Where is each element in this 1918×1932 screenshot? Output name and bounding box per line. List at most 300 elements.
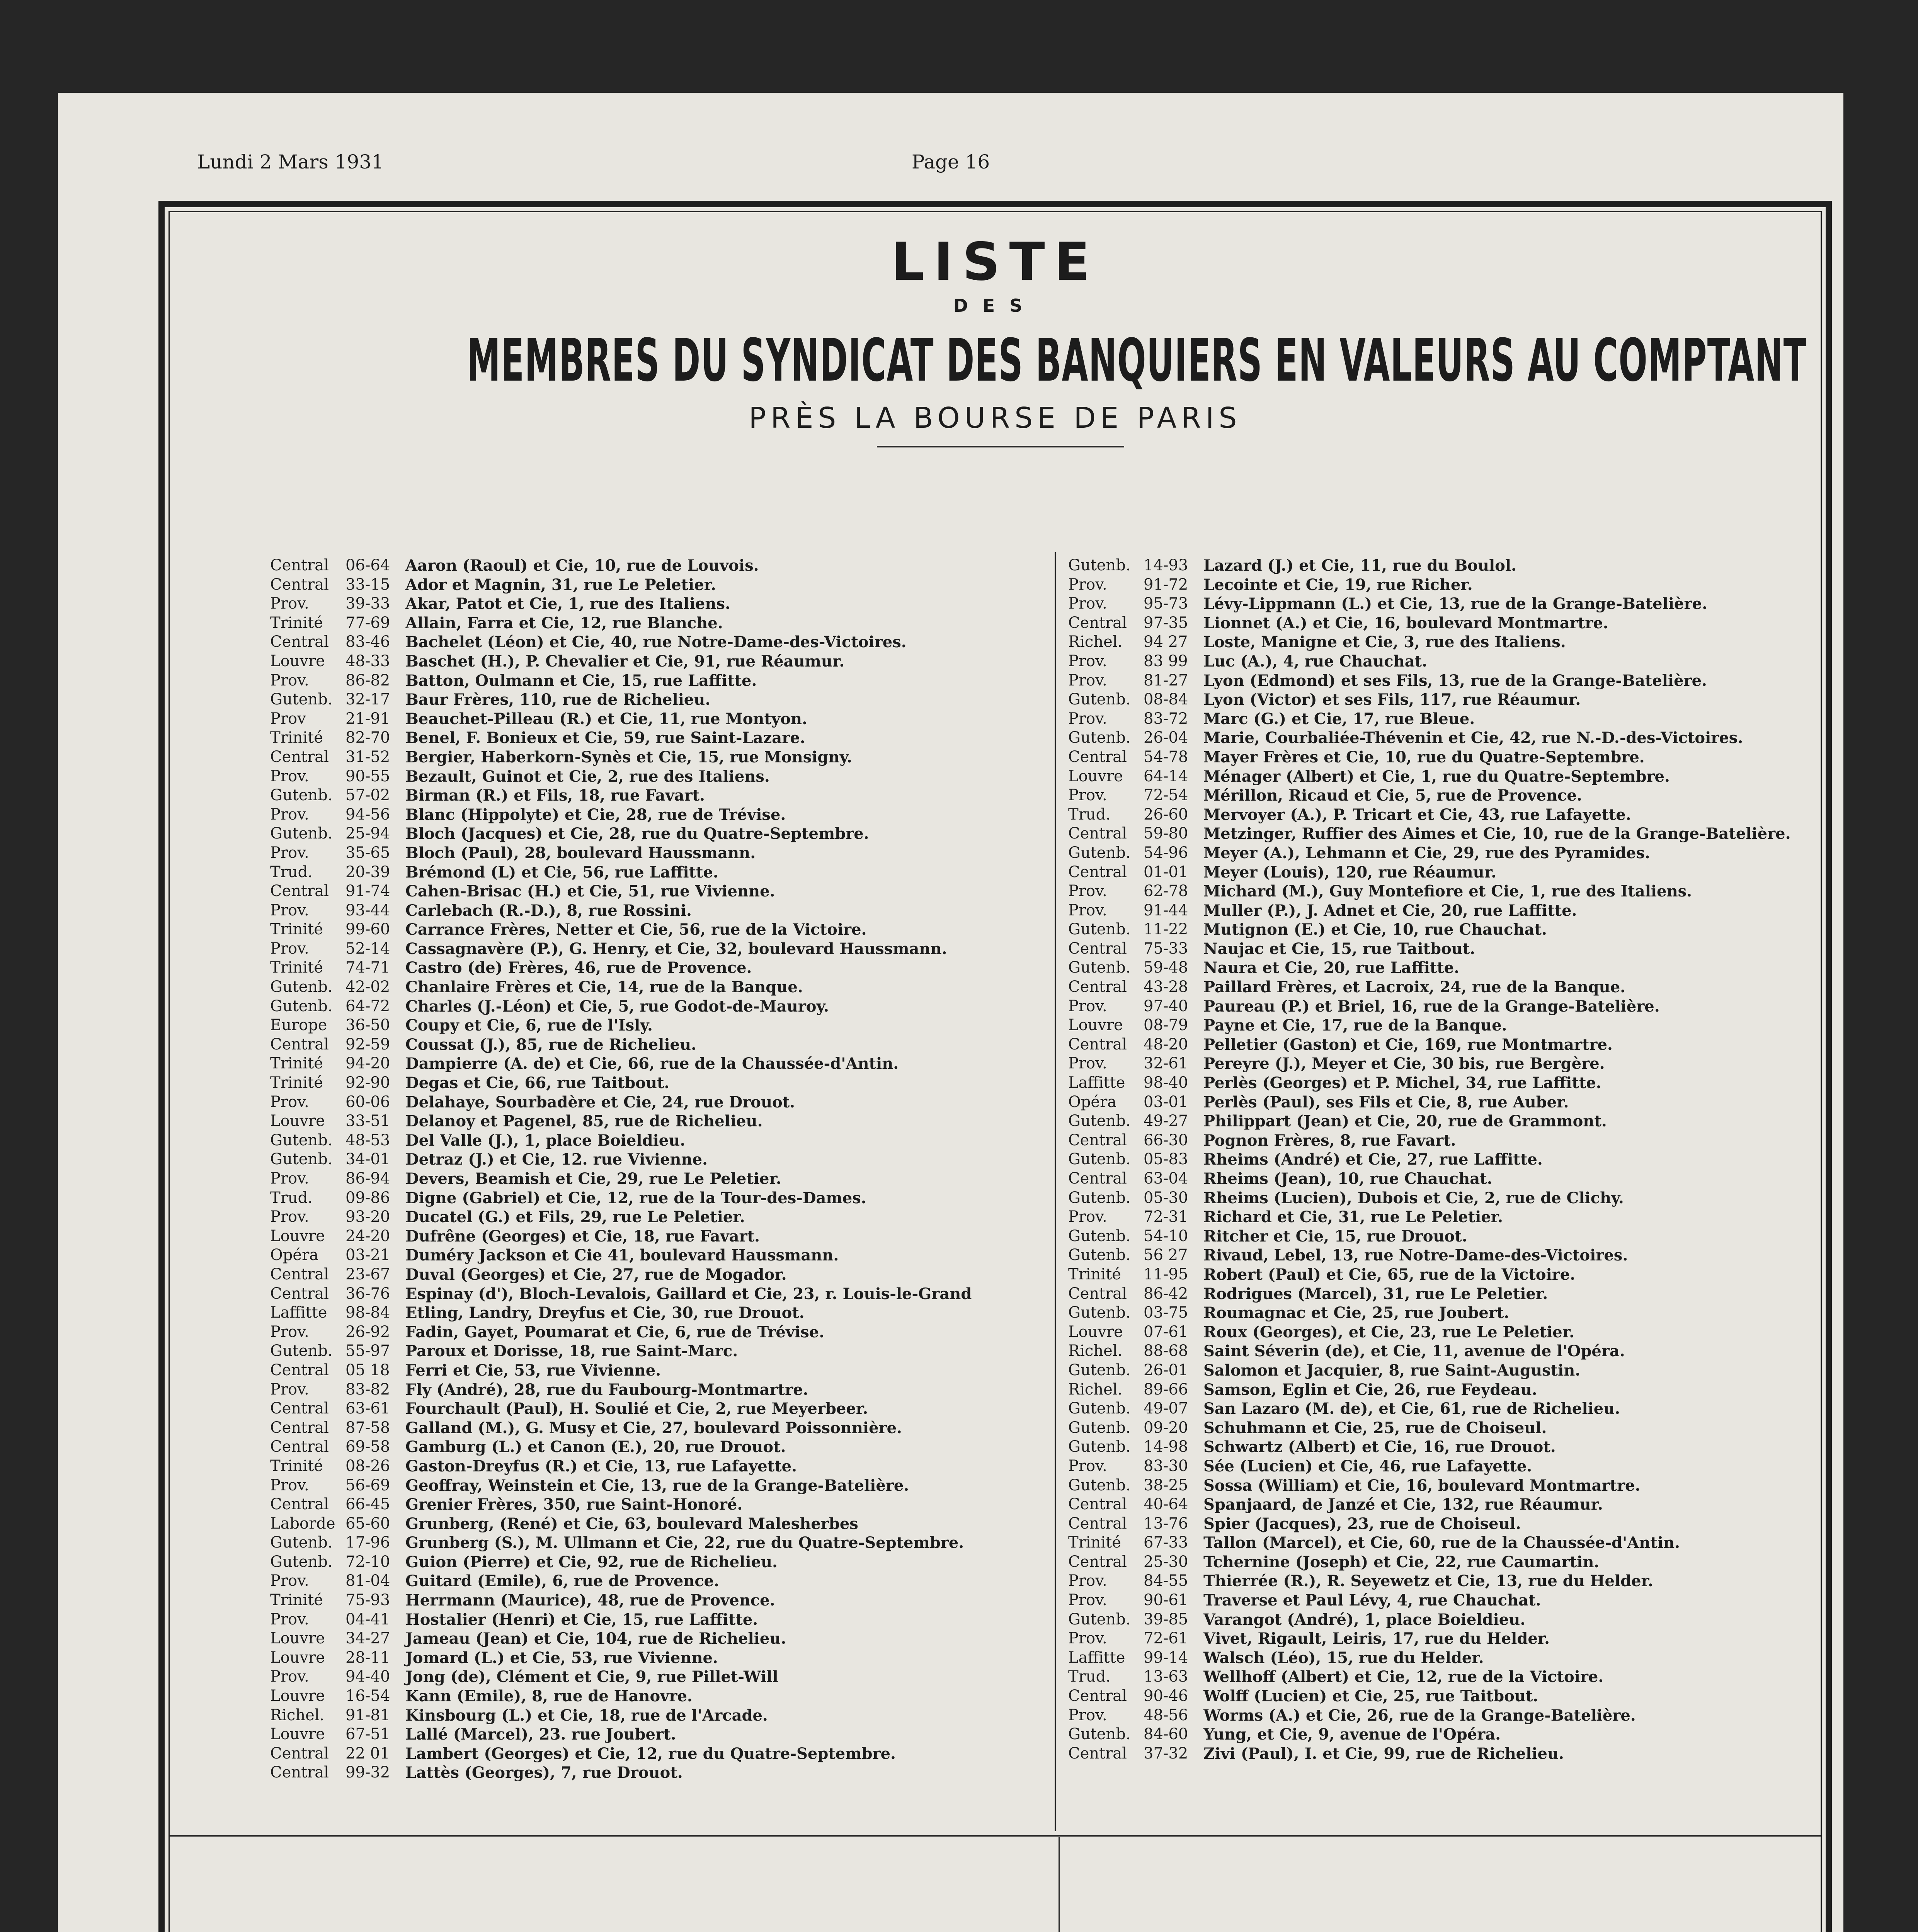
section-divider [170, 1835, 1821, 1837]
phone-number: 86-94 [345, 1170, 390, 1187]
member-name: Kann (Emile), 8, rue de Hanovre. [405, 1687, 693, 1706]
member-row [1068, 1399, 1826, 1418]
phone-number: 75-93 [345, 1591, 390, 1609]
exchange-name: Trinité [270, 614, 323, 632]
member-name: Bergier, Haberkorn-Synès et Cie, 15, rue Monsigny. [405, 748, 853, 766]
member-name: Kinsbourg (L.) et Cie, 18, rue de l'Arcade. [405, 1706, 768, 1725]
member-row [270, 901, 1039, 920]
exchange-name: Gutenb. [1068, 1361, 1131, 1379]
member-name: Lionnet (A.) et Cie, 16, boulevard Montmartre. [1203, 614, 1608, 632]
member-name: Schwartz (Albert) et Cie, 16, rue Drouot. [1203, 1438, 1556, 1456]
exchange-name: Prov. [270, 939, 309, 957]
member-name: Fly (André), 28, rue du Faubourg-Montmartre. [405, 1380, 808, 1399]
phone-number: 34-27 [345, 1629, 390, 1648]
exchange-name: Prov. [1068, 1572, 1107, 1590]
member-row [270, 1112, 1039, 1131]
member-name: Perlès (Georges) et P. Michel, 34, rue Laffitte. [1203, 1074, 1601, 1092]
exchange-name: Louvre [270, 1112, 325, 1130]
phone-number: 03-75 [1144, 1304, 1188, 1322]
exchange-name: Gutenb. [1068, 1150, 1131, 1168]
phone-number: 94-56 [345, 805, 390, 823]
exchange-name: Prov. [1068, 1591, 1107, 1609]
member-row [1068, 1361, 1826, 1380]
member-row [1068, 1246, 1826, 1265]
member-name: Ritcher et Cie, 15, rue Drouot. [1203, 1227, 1467, 1245]
member-name: Bloch (Paul), 28, boulevard Haussmann. [405, 844, 756, 862]
member-name: Fourchault (Paul), H. Soulié et Cie, 2, rue Meyerbeer. [405, 1400, 868, 1418]
member-row [1068, 1284, 1826, 1304]
member-row [270, 671, 1039, 690]
phone-number: 83 99 [1144, 652, 1188, 670]
exchange-name: Gutenb. [1068, 1476, 1131, 1494]
phone-number: 93-20 [345, 1208, 390, 1226]
member-row [1068, 882, 1826, 901]
exchange-name: Prov. [1068, 595, 1107, 613]
member-name: Bezault, Guinot et Cie, 2, rue des Italiens. [405, 767, 770, 786]
phone-number: 25-94 [345, 825, 390, 843]
exchange-name: Gutenb. [270, 1534, 333, 1552]
member-name: Carrance Frères, Netter et Cie, 56, rue de la Victoire. [405, 920, 867, 939]
member-row [1068, 1016, 1826, 1035]
member-row [270, 1150, 1039, 1169]
member-name: Carlebach (R.-D.), 8, rue Rossini. [405, 901, 692, 920]
phone-number: 32-61 [1144, 1054, 1188, 1073]
member-name: Guion (Pierre) et Cie, 92, rue de Richelieu. [405, 1553, 778, 1571]
phone-number: 49-27 [1144, 1112, 1188, 1130]
member-row [270, 1476, 1039, 1495]
member-name: Marc (G.) et Cie, 17, rue Bleue. [1203, 709, 1475, 728]
phone-number: 13-76 [1144, 1514, 1188, 1532]
member-name: Guitard (Emile), 6, rue de Provence. [405, 1572, 720, 1590]
exchange-name: Central [270, 1361, 329, 1379]
member-row [1068, 1667, 1826, 1687]
phone-number: 64-72 [345, 997, 390, 1015]
member-name: Mayer Frères et Cie, 10, rue du Quatre-Septembre. [1203, 748, 1645, 766]
member-name: Digne (Gabriel) et Cie, 12, rue de la Tour-des-Dames. [405, 1189, 866, 1207]
member-row [1068, 1303, 1826, 1323]
phone-number: 09-86 [345, 1189, 390, 1207]
member-row [1068, 863, 1826, 882]
member-row [1068, 1342, 1826, 1361]
member-row [1068, 958, 1826, 978]
phone-number: 54-78 [1144, 748, 1188, 766]
exchange-name: Trud. [1068, 805, 1111, 823]
exchange-name: Central [270, 575, 329, 594]
member-name: Herrmann (Maurice), 48, rue de Provence. [405, 1591, 775, 1610]
member-name: Robert (Paul) et Cie, 65, rue de la Victoire. [1203, 1265, 1576, 1284]
member-row [1068, 1035, 1826, 1054]
member-name: Thierrée (R.), R. Seyewetz et Cie, 13, rue du Helder. [1203, 1572, 1653, 1590]
phone-number: 23-67 [345, 1265, 390, 1283]
members-list-right [1068, 556, 1826, 1763]
member-row [270, 1744, 1039, 1764]
exchange-name: Gutenb. [1068, 1304, 1131, 1322]
exchange-name: Trinité [270, 1591, 323, 1609]
phone-number: 24-20 [345, 1227, 390, 1245]
phone-number: 11-22 [1144, 920, 1188, 939]
exchange-name: Central [1068, 863, 1127, 881]
member-name: Philippart (Jean) et Cie, 20, rue de Grammont. [1203, 1112, 1607, 1131]
phone-number: 92-90 [345, 1074, 390, 1092]
member-row [270, 863, 1039, 882]
exchange-name: Central [1068, 1744, 1127, 1762]
exchange-name: Trinité [1068, 1265, 1121, 1283]
member-name: Detraz (J.) et Cie, 12. rue Vivienne. [405, 1150, 708, 1169]
member-name: Salomon et Jacquier, 8, rue Saint-Augustin. [1203, 1361, 1581, 1379]
exchange-name: Opéra [1068, 1093, 1117, 1111]
phone-number: 84-60 [1144, 1725, 1188, 1743]
member-row [270, 824, 1039, 844]
member-row [1068, 1131, 1826, 1150]
member-name: Birman (R.) et Fils, 18, rue Favart. [405, 786, 705, 805]
exchange-name: Central [270, 748, 329, 766]
member-row [270, 1284, 1039, 1304]
phone-number: 35-65 [345, 844, 390, 862]
member-row [1068, 1112, 1826, 1131]
member-name: Schuhmann et Cie, 25, rue de Choiseul. [1203, 1418, 1547, 1437]
exchange-name: Central [270, 1438, 329, 1456]
phone-number: 54-10 [1144, 1227, 1188, 1245]
member-row [270, 1054, 1039, 1073]
exchange-name: Central [270, 1418, 329, 1437]
member-name: Naura et Cie, 20, rue Laffitte. [1203, 959, 1460, 977]
member-name: Lévy-Lippmann (L.) et Cie, 13, rue de la Grange-Batelière. [1203, 595, 1707, 613]
phone-number: 81-27 [1144, 671, 1188, 689]
member-row [270, 1246, 1039, 1265]
phone-number: 90-46 [1144, 1687, 1188, 1705]
member-row [270, 920, 1039, 939]
phone-number: 01-01 [1144, 863, 1188, 881]
exchange-name: Central [270, 556, 329, 574]
exchange-name: Trinité [270, 1074, 323, 1092]
member-name: Baschet (H.), P. Chevalier et Cie, 91, rue Réaumur. [405, 652, 845, 670]
member-name: Tallon (Marcel), et Cie, 60, rue de la Chaussée-d'Antin. [1203, 1534, 1680, 1552]
phone-number: 37-32 [1144, 1744, 1188, 1762]
member-name: Sossa (William) et Cie, 16, boulevard Montmartre. [1203, 1476, 1641, 1495]
member-row [270, 1093, 1039, 1112]
phone-number: 91-72 [1144, 575, 1188, 594]
member-name: Worms (A.) et Cie, 26, rue de la Grange-Batelière. [1203, 1706, 1636, 1725]
exchange-name: Richel. [1068, 1342, 1123, 1360]
member-name: Coussat (J.), 85, rue de Richelieu. [405, 1035, 696, 1054]
member-row [270, 1571, 1039, 1591]
phone-number: 05-83 [1144, 1150, 1188, 1168]
member-name: Etling, Landry, Dreyfus et Cie, 30, rue Drouot. [405, 1304, 805, 1322]
member-name: Del Valle (J.), 1, place Boieldieu. [405, 1131, 686, 1150]
exchange-name: Prov. [270, 1610, 309, 1628]
exchange-name: Central [1068, 1687, 1127, 1705]
phone-number: 56 27 [1144, 1246, 1188, 1264]
phone-number: 93-44 [345, 901, 390, 919]
member-row [270, 997, 1039, 1016]
exchange-name: Gutenb. [1068, 1438, 1131, 1456]
member-name: Jameau (Jean) et Cie, 104, rue de Richelieu. [405, 1629, 786, 1648]
member-name: Lazard (J.) et Cie, 11, rue du Boulol. [1203, 556, 1516, 575]
exchange-name: Gutenb. [270, 997, 333, 1015]
exchange-name: Richel. [1068, 633, 1123, 651]
member-name: Fadin, Gayet, Poumarat et Cie, 6, rue de Trévise. [405, 1323, 825, 1341]
member-row [1068, 1533, 1826, 1553]
phone-number: 62-78 [1144, 882, 1188, 900]
member-row [1068, 1553, 1826, 1572]
member-name: Vivet, Rigault, Leiris, 17, rue du Helder. [1203, 1629, 1550, 1648]
member-name: Ferri et Cie, 53, rue Vivienne. [405, 1361, 661, 1379]
phone-number: 48-33 [345, 652, 390, 670]
member-row [270, 556, 1039, 575]
member-row [270, 1380, 1039, 1400]
phone-number: 83-30 [1144, 1457, 1188, 1475]
exchange-name: Prov. [270, 1380, 309, 1398]
member-row [1068, 767, 1826, 786]
member-name: Bloch (Jacques) et Cie, 28, rue du Quatre-Septembre. [405, 825, 869, 843]
member-row [270, 1131, 1039, 1150]
exchange-name: Central [1068, 1170, 1127, 1187]
member-row [1068, 1514, 1826, 1534]
exchange-name: Prov. [270, 1572, 309, 1590]
phone-number: 39-33 [345, 595, 390, 613]
member-name: Meyer (A.), Lehmann et Cie, 29, rue des Pyramides. [1203, 844, 1650, 862]
member-name: Mervoyer (A.), P. Tricart et Cie, 43, rue Lafayette. [1203, 805, 1631, 824]
exchange-name: Richel. [270, 1706, 325, 1724]
exchange-name: Gutenb. [1068, 1400, 1131, 1418]
phone-number: 75-33 [1144, 939, 1188, 957]
member-row [270, 633, 1039, 652]
member-name: Rheims (André) et Cie, 27, rue Laffitte. [1203, 1150, 1543, 1169]
phone-number: 88-68 [1144, 1342, 1188, 1360]
exchange-name: Prov. [270, 1323, 309, 1341]
phone-number: 26-04 [1144, 729, 1188, 747]
phone-number: 07-61 [1144, 1323, 1188, 1341]
member-row [1068, 844, 1826, 863]
phone-number: 83-46 [345, 633, 390, 651]
member-name: Samson, Eglin et Cie, 26, rue Feydeau. [1203, 1380, 1537, 1399]
member-row [1068, 709, 1826, 729]
exchange-name: Prov. [1068, 1208, 1107, 1226]
member-name: San Lazaro (M. de), et Cie, 61, rue de Richelieu. [1203, 1400, 1620, 1418]
phone-number: 65-60 [345, 1514, 390, 1532]
phone-number: 72-61 [1144, 1629, 1188, 1648]
member-row [1068, 594, 1826, 614]
member-name: Loste, Manigne et Cie, 3, rue des Italiens. [1203, 633, 1566, 651]
page-subtitle: PRÈS LA BOURSE DE PARIS [749, 401, 1242, 435]
phone-number: 84-55 [1144, 1572, 1188, 1590]
phone-number: 97-40 [1144, 997, 1188, 1015]
phone-number: 57-02 [345, 786, 390, 804]
exchange-name: Prov. [270, 767, 309, 785]
member-name: Payne et Cie, 17, rue de la Banque. [1203, 1016, 1507, 1035]
member-row [270, 1016, 1039, 1035]
member-row [270, 767, 1039, 786]
member-row [270, 958, 1039, 978]
phone-number: 38-25 [1144, 1476, 1188, 1494]
exchange-name: Trinité [270, 729, 323, 747]
phone-number: 26-60 [1144, 805, 1188, 823]
member-row [270, 1265, 1039, 1284]
exchange-name: Prov. [1068, 671, 1107, 689]
phone-number: 98-84 [345, 1304, 390, 1322]
member-row [1068, 1706, 1826, 1725]
exchange-name: Trud. [270, 863, 313, 881]
phone-number: 08-84 [1144, 690, 1188, 709]
exchange-name: Gutenb. [270, 825, 333, 843]
phone-number: 49-07 [1144, 1400, 1188, 1418]
member-name: Charles (J.-Léon) et Cie, 5, rue Godot-de-Mauroy. [405, 997, 829, 1015]
exchange-name: Gutenb. [270, 1131, 333, 1149]
exchange-name: Louvre [1068, 1323, 1123, 1341]
exchange-name: Central [270, 1764, 329, 1782]
phone-number: 14-98 [1144, 1438, 1188, 1456]
exchange-name: Laborde [270, 1514, 335, 1532]
member-row [1068, 1571, 1826, 1591]
member-row [1068, 939, 1826, 959]
phone-number: 86-82 [345, 671, 390, 689]
phone-number: 26-92 [345, 1323, 390, 1341]
exchange-name: Gutenb. [1068, 1610, 1131, 1628]
phone-number: 52-14 [345, 939, 390, 957]
member-name: Perlès (Paul), ses Fils et Cie, 8, rue Auber. [1203, 1093, 1569, 1111]
phone-number: 48-56 [1144, 1706, 1188, 1724]
member-name: Pognon Frères, 8, rue Favart. [1203, 1131, 1456, 1150]
phone-number: 54-96 [1144, 844, 1188, 862]
page-number: Page 16 [911, 151, 990, 173]
exchange-name: Central [1068, 1495, 1127, 1514]
phone-number: 03-01 [1144, 1093, 1188, 1111]
phone-number: 66-30 [1144, 1131, 1188, 1149]
member-row [270, 1610, 1039, 1629]
phone-number: 42-02 [345, 978, 390, 996]
member-row [270, 575, 1039, 595]
member-row [270, 805, 1039, 825]
member-name: Lambert (Georges) et Cie, 12, rue du Quatre-Septembre. [405, 1744, 896, 1763]
phone-number: 69-58 [345, 1438, 390, 1456]
phone-number: 72-54 [1144, 786, 1188, 804]
exchange-name: Central [1068, 978, 1127, 996]
member-name: Batton, Oulmann et Cie, 15, rue Laffitte. [405, 671, 757, 690]
exchange-name: Gutenb. [270, 786, 333, 804]
member-name: Ménager (Albert) et Cie, 1, rue du Quatre-Septembre. [1203, 767, 1670, 786]
member-row [1068, 1380, 1826, 1400]
member-row [270, 690, 1039, 709]
member-row [1068, 1725, 1826, 1744]
member-row [1068, 1093, 1826, 1112]
exchange-name: Prov. [270, 1093, 309, 1111]
phone-number: 22 01 [345, 1744, 390, 1762]
exchange-name: Central [1068, 614, 1127, 632]
running-header [197, 151, 1704, 185]
exchange-name: Central [270, 633, 329, 651]
phone-number: 95-73 [1144, 595, 1188, 613]
column-divider [1055, 552, 1056, 1831]
phone-number: 99-32 [345, 1764, 390, 1782]
exchange-name: Trinité [270, 1457, 323, 1475]
phone-number: 87-58 [345, 1418, 390, 1437]
phone-number: 05 18 [345, 1361, 390, 1379]
member-name: Grunberg, (René) et Cie, 63, boulevard Malesherbes [405, 1514, 858, 1533]
member-row [1068, 901, 1826, 920]
member-name: Roumagnac et Cie, 25, rue Joubert. [1203, 1304, 1510, 1322]
exchange-name: Prov. [270, 1170, 309, 1187]
title-liste: LISTE [891, 231, 1099, 292]
inner-frame [168, 211, 1822, 1932]
member-name: Lattès (Georges), 7, rue Drouot. [405, 1764, 683, 1782]
member-name: Duval (Georges) et Cie, 27, rue de Mogador. [405, 1265, 787, 1284]
member-row [270, 786, 1039, 805]
member-row [270, 1629, 1039, 1648]
exchange-name: Gutenb. [270, 690, 333, 709]
exchange-name: Prov. [1068, 882, 1107, 900]
member-name: Beauchet-Pilleau (R.) et Cie, 11, rue Montyon. [405, 709, 807, 728]
member-name: Paureau (P.) et Briel, 16, rue de la Grange-Batelière. [1203, 997, 1660, 1015]
phone-number: 13-63 [1144, 1668, 1188, 1686]
phone-number: 16-54 [345, 1687, 390, 1705]
member-name: Sée (Lucien) et Cie, 46, rue Lafayette. [1203, 1457, 1532, 1475]
member-row [1068, 633, 1826, 652]
member-row [1068, 1265, 1826, 1284]
member-row [270, 882, 1039, 901]
member-name: Baur Frères, 110, rue de Richelieu. [405, 690, 711, 709]
phone-number: 33-51 [345, 1112, 390, 1130]
phone-number: 64-14 [1144, 767, 1188, 785]
member-name: Saint Séverin (de), et Cie, 11, avenue de l'Opéra. [1203, 1342, 1625, 1361]
member-name: Marie, Courbaliée-Thévenin et Cie, 42, rue N.-D.-des-Victoires. [1203, 729, 1743, 747]
phone-number: 21-91 [345, 709, 390, 728]
member-name: Spanjaard, de Janzé et Cie, 132, rue Réaumur. [1203, 1495, 1603, 1514]
phone-number: 40-64 [1144, 1495, 1188, 1514]
phone-number: 90-55 [345, 767, 390, 785]
member-row [1068, 1323, 1826, 1342]
member-name: Hostalier (Henri) et Cie, 15, rue Laffitte. [405, 1610, 758, 1629]
member-row [1068, 1189, 1826, 1208]
exchange-name: Louvre [270, 1629, 325, 1648]
phone-number: 26-01 [1144, 1361, 1188, 1379]
member-name: Geoffray, Weinstein et Cie, 13, rue de la Grange-Batelière. [405, 1476, 909, 1495]
phone-number: 25-30 [1144, 1553, 1188, 1571]
phone-number: 11-95 [1144, 1265, 1188, 1283]
member-row [1068, 1476, 1826, 1495]
member-name: Roux (Georges), et Cie, 23, rue Le Peletier. [1203, 1323, 1575, 1341]
exchange-name: Laffitte [1068, 1074, 1125, 1092]
member-row [270, 709, 1039, 729]
phone-number: 67-51 [345, 1725, 390, 1743]
member-row [1068, 1648, 1826, 1668]
exchange-name: Prov. [1068, 1629, 1107, 1648]
exchange-name: Prov [270, 709, 306, 728]
member-row [1068, 1687, 1826, 1706]
member-row [1068, 1610, 1826, 1629]
exchange-name: Gutenb. [1068, 1112, 1131, 1130]
member-row [270, 1667, 1039, 1687]
member-name: Delanoy et Pagenel, 85, rue de Richelieu. [405, 1112, 763, 1131]
member-row [270, 1706, 1039, 1725]
member-row [1068, 1208, 1826, 1227]
member-name: Lecointe et Cie, 19, rue Richer. [1203, 575, 1473, 594]
exchange-name: Louvre [270, 1227, 325, 1245]
member-name: Luc (A.), 4, rue Chauchat. [1203, 652, 1428, 670]
exchange-name: Gutenb. [270, 1150, 333, 1168]
title-des: DES [953, 295, 1037, 316]
exchange-name: Central [1068, 1131, 1127, 1149]
phone-number: 05-30 [1144, 1189, 1188, 1207]
exchange-name: Louvre [1068, 767, 1123, 785]
member-name: Delahaye, Sourbadère et Cie, 24, rue Drouot. [405, 1093, 795, 1111]
exchange-name: Gutenb. [1068, 844, 1131, 862]
exchange-name: Prov. [1068, 709, 1107, 728]
exchange-name: Central [1068, 939, 1127, 957]
member-row [1068, 690, 1826, 709]
member-row [1068, 1744, 1826, 1764]
newspaper-page [58, 93, 1843, 1932]
member-name: Devers, Beamish et Cie, 29, rue Le Peletier. [405, 1170, 781, 1188]
